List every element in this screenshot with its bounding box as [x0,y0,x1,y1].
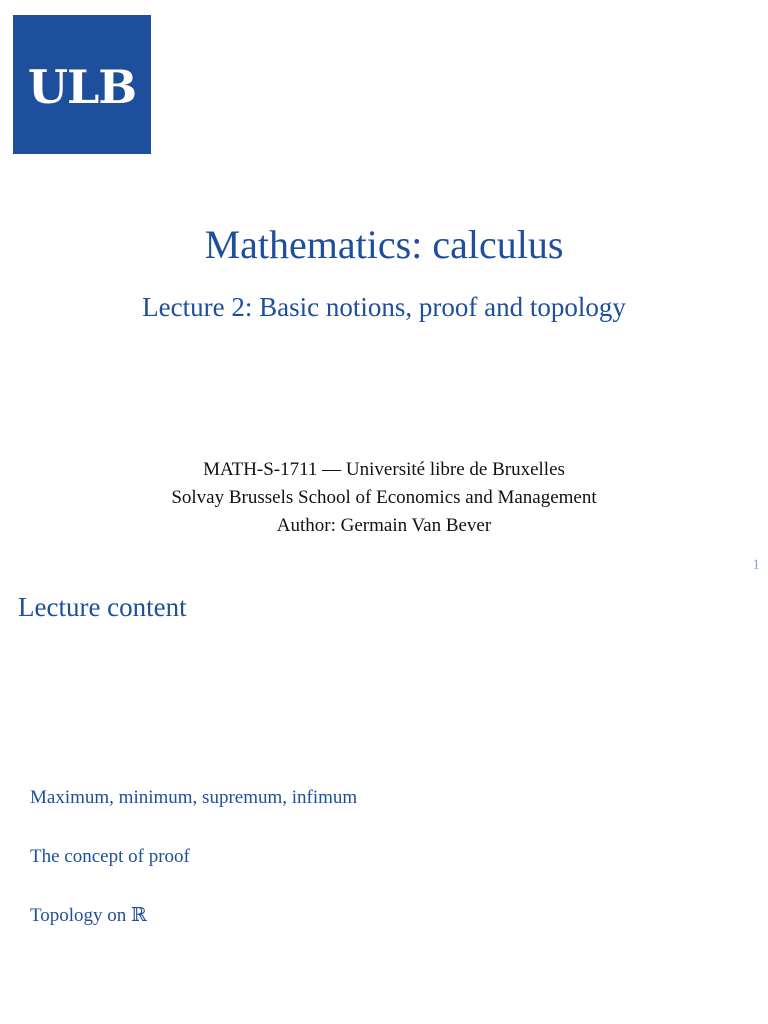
toc-item-topology[interactable]: Topology on ℝ [30,905,147,926]
ulb-logo [13,15,151,154]
slide-subtitle: Lecture 2: Basic notions, proof and topology [142,292,626,322]
slide-title: Mathematics: calculus [204,222,564,267]
toc-item-concept-of-proof[interactable]: The concept of proof [30,846,190,867]
toc-item-max-min-sup-inf[interactable]: Maximum, minimum, supremum, infimum [30,787,358,808]
section-title: Lecture content [18,592,187,622]
logo-text: ULB [27,59,137,114]
course-code-line: MATH-S-1711 — Université libre de Bruxelles [203,459,565,480]
school-line: Solvay Brussels School of Economics and Management [171,487,597,508]
author-line: Author: Germain Van Bever [276,515,492,536]
course-info [0,456,768,540]
table-of-contents [30,784,357,961]
page-number: 1 [752,557,760,573]
